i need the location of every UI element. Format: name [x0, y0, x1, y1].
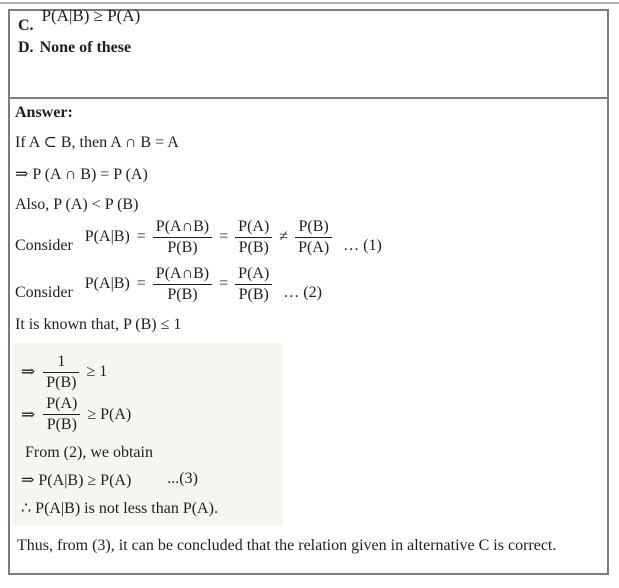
implies-arrow-2: ⇒: [21, 404, 36, 424]
eq1-fraction-1-numerator: P(A∩B): [153, 218, 212, 238]
equation-2: [85, 265, 273, 304]
option-d-row: [18, 39, 595, 57]
implication-1-denominator: P(B): [46, 373, 77, 391]
result-tag: ...(3): [167, 470, 198, 488]
answer-heading: Answer:: [15, 104, 73, 121]
equation-2-lead: Consider: [15, 283, 73, 301]
eq1-fraction-2-numerator: P(A): [235, 218, 272, 238]
implication-2-fraction: [43, 395, 80, 434]
option-c-row: [18, 6, 595, 35]
eq2-fraction-2-denominator: P(B): [238, 285, 269, 303]
eq1-fraction-3: [295, 218, 332, 257]
options-section: [10, 6, 607, 99]
eq2-equals-1: =: [136, 275, 146, 293]
eq1-fraction-1-denominator: P(B): [167, 238, 198, 256]
option-c-label: C.: [18, 17, 34, 34]
result-row: [21, 470, 277, 490]
eq1-fraction-2: [235, 218, 272, 257]
equation-2-row: [15, 265, 595, 304]
eq1-fraction-3-numerator: P(B): [295, 218, 332, 238]
statement-intersection-prob: ⇒ P (A ∩ B) = P (A): [15, 166, 148, 183]
implication-2-relation: ≥ P(A): [87, 405, 132, 423]
eq2-fraction-1-denominator: P(B): [167, 285, 198, 303]
equation-2-tag: … (2): [283, 283, 322, 301]
equation-1-tag: … (1): [343, 236, 382, 254]
answer-section: [10, 99, 607, 555]
eq2-fraction-1-numerator: P(A∩B): [153, 265, 212, 285]
top-rule: [0, 2, 619, 4]
therefore-line: ∴ P(A|B) is not less than P(A).: [21, 500, 218, 518]
eq1-fraction-1: [153, 218, 212, 257]
implication-1-row: [21, 353, 277, 392]
option-d-label: D.: [18, 39, 34, 56]
implication-1-relation: ≥ 1: [86, 363, 108, 381]
eq2-equals-2: =: [219, 275, 229, 293]
implication-2-row: [21, 395, 277, 434]
implication-1-numerator: 1: [43, 353, 79, 373]
from-equation-line: From (2), we obtain: [25, 444, 153, 462]
eq1-fraction-3-denominator: P(A): [298, 238, 330, 256]
eq1-fraction-2-denominator: P(B): [238, 238, 269, 256]
eq1-lhs: P(A|B): [84, 228, 130, 246]
equation-1-row: [15, 218, 595, 257]
option-d-text: None of these: [39, 39, 132, 56]
implies-arrow-1: ⇒: [21, 362, 36, 382]
implication-1-fraction: [43, 353, 79, 392]
solution-table: [8, 6, 609, 575]
eq1-equals-1: =: [136, 228, 146, 246]
result-formula: ⇒ P(A|B) ≥ P(A): [21, 472, 132, 490]
implication-2-denominator: P(B): [46, 416, 77, 434]
final-conclusion-line: Thus, from (3), it can be concluded that the relation given in alternative C is correct.: [17, 537, 557, 555]
equation-1: [85, 218, 332, 257]
eq2-fraction-1: [153, 265, 212, 304]
derivation-block: [13, 343, 283, 527]
statement-subset: If A ⊂ B, then A ∩ B = A: [15, 134, 179, 151]
equation-1-lead: Consider: [15, 236, 73, 254]
eq1-equals-2: =: [219, 228, 229, 246]
option-c-formula: P(A|B) ≥ P(A): [41, 6, 141, 25]
implication-2-numerator: P(A): [43, 395, 80, 415]
known-fact-line: It is known that, P (B) ≤ 1: [15, 315, 182, 333]
statement-prob-inequality: Also, P (A) < P (B): [15, 196, 139, 213]
eq2-fraction-2: [235, 265, 272, 304]
eq1-not-equal: ≠: [279, 228, 289, 246]
eq2-lhs: P(A|B): [84, 275, 130, 293]
eq2-fraction-2-numerator: P(A): [235, 265, 272, 285]
